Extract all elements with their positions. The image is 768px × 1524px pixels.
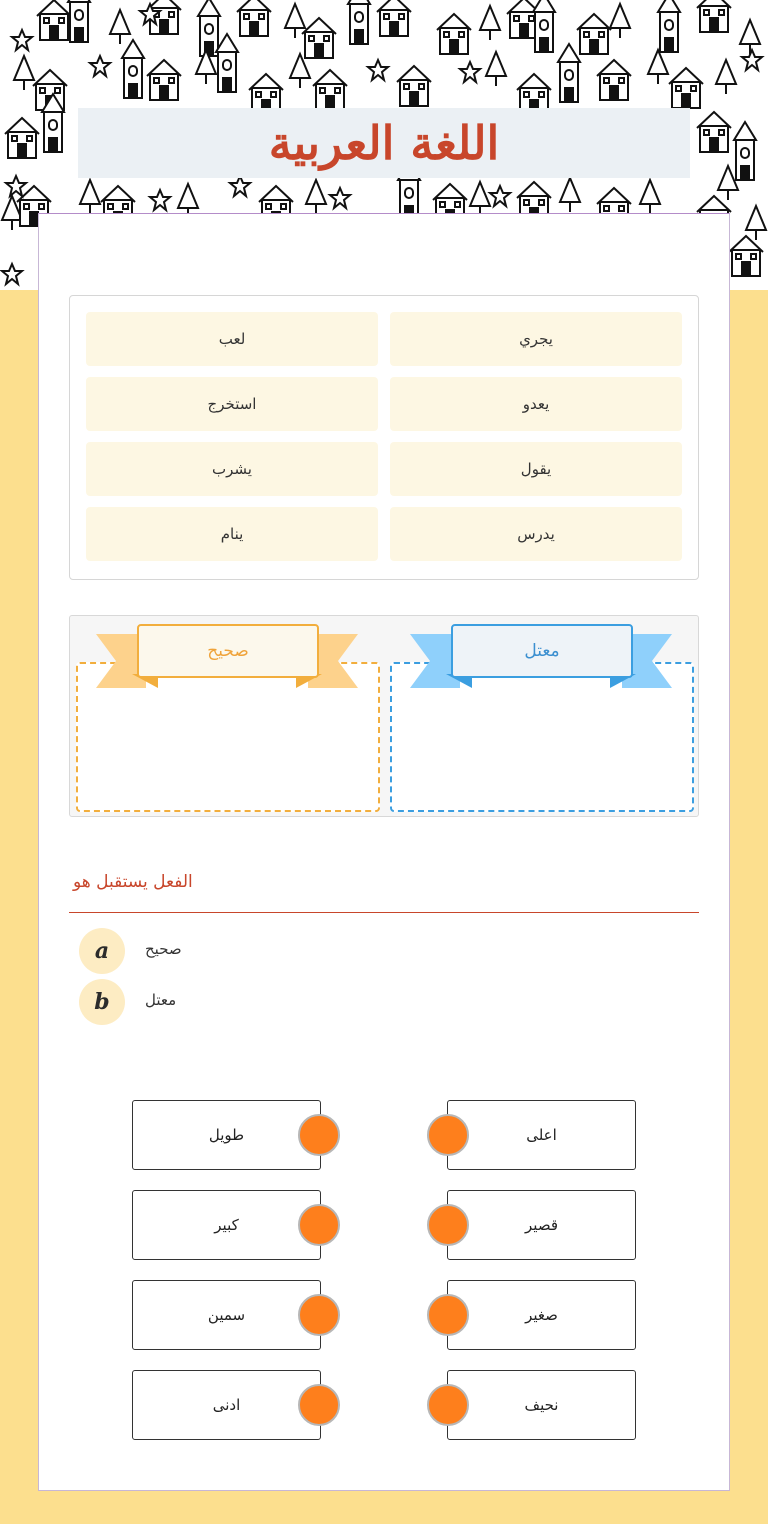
- option-b-badge[interactable]: b: [79, 979, 125, 1025]
- category-label-mutal: معتل: [451, 624, 633, 678]
- word-card[interactable]: لعب: [86, 312, 378, 366]
- word-card[interactable]: ينام: [86, 507, 378, 561]
- word-card[interactable]: يقول: [390, 442, 682, 496]
- match-connector-dot[interactable]: [298, 1384, 340, 1426]
- option-b-text[interactable]: معتل: [145, 991, 177, 1009]
- match-connector-dot[interactable]: [298, 1294, 340, 1336]
- match-connector-dot[interactable]: [427, 1294, 469, 1336]
- match-left-item[interactable]: طويل: [132, 1100, 321, 1170]
- match-right-item[interactable]: قصير: [447, 1190, 636, 1260]
- match-connector-dot[interactable]: [427, 1204, 469, 1246]
- word-card[interactable]: استخرج: [86, 377, 378, 431]
- match-right-item[interactable]: نحيف: [447, 1370, 636, 1440]
- match-right-item[interactable]: اعلى: [447, 1100, 636, 1170]
- word-bank: [69, 295, 699, 580]
- option-a-badge[interactable]: a: [79, 928, 125, 974]
- match-connector-dot[interactable]: [427, 1114, 469, 1156]
- match-left-item[interactable]: كبير: [132, 1190, 321, 1260]
- worksheet: [38, 213, 730, 1491]
- category-label-sahih: صحيح: [137, 624, 319, 678]
- match-connector-dot[interactable]: [298, 1204, 340, 1246]
- match-connector-dot[interactable]: [427, 1384, 469, 1426]
- question-divider: [69, 912, 699, 913]
- word-card[interactable]: يجري: [390, 312, 682, 366]
- word-card[interactable]: يعدو: [390, 377, 682, 431]
- match-right-item[interactable]: صغير: [447, 1280, 636, 1350]
- word-card[interactable]: يدرس: [390, 507, 682, 561]
- sort-area: [69, 615, 699, 817]
- option-a-text[interactable]: صحيح: [145, 940, 182, 958]
- match-connector-dot[interactable]: [298, 1114, 340, 1156]
- word-card[interactable]: يشرب: [86, 442, 378, 496]
- match-left-item[interactable]: ادنى: [132, 1370, 321, 1440]
- page-title: اللغة العربية: [268, 116, 500, 170]
- title-bar: [78, 108, 690, 178]
- question-text: الفعل يستقبل هو: [73, 872, 193, 892]
- match-left-item[interactable]: سمين: [132, 1280, 321, 1350]
